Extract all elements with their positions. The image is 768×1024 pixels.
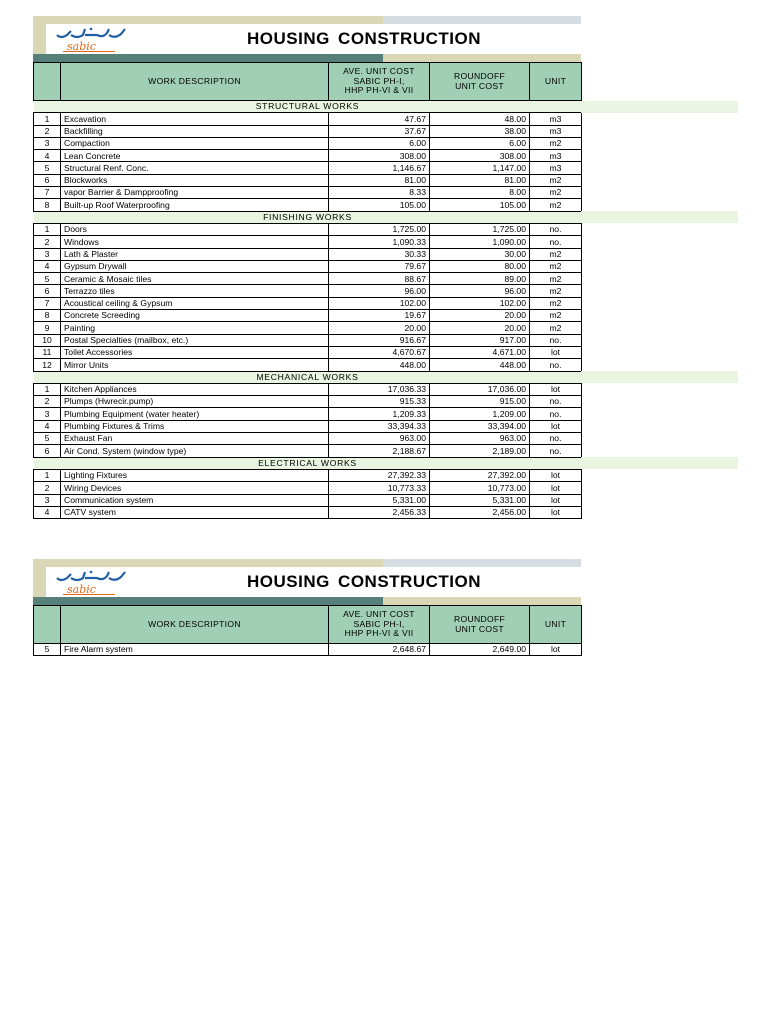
row-number: 1	[34, 223, 61, 235]
row-number: 8	[34, 310, 61, 322]
table-body	[34, 101, 582, 519]
table-row	[34, 482, 582, 494]
col-header-roundoff	[430, 606, 530, 644]
row-description: Gypsum Drywall	[61, 260, 329, 272]
table-row	[34, 322, 582, 334]
banner-stripe	[46, 16, 383, 24]
row-description: Kitchen Appliances	[61, 383, 329, 395]
row-ave-cost: 8.33	[329, 187, 430, 199]
row-number: 2	[34, 236, 61, 248]
row-unit: m3	[530, 113, 582, 125]
row-number: 12	[34, 359, 61, 371]
header-line: ROUNDOFF	[453, 613, 506, 624]
table-row	[34, 506, 582, 518]
table-row	[34, 433, 582, 445]
row-number: 7	[34, 187, 61, 199]
table-row	[34, 199, 582, 211]
table-row	[34, 408, 582, 420]
row-number: 10	[34, 334, 61, 346]
row-ave-cost: 6.00	[329, 137, 430, 149]
row-roundoff-cost: 20.00	[430, 310, 530, 322]
row-roundoff-cost: 10,773.00	[430, 482, 530, 494]
banner-stripe	[46, 597, 383, 605]
row-ave-cost: 1,209.33	[329, 408, 430, 420]
table-row	[34, 162, 582, 174]
row-unit: m2	[530, 322, 582, 334]
row-description: Plumps (Hwrecir.pump)	[61, 396, 329, 408]
row-number: 1	[34, 383, 61, 395]
row-unit: m2	[530, 248, 582, 260]
cost-table	[33, 62, 582, 519]
section-title: STRUCTURAL WORKS	[34, 101, 582, 113]
header-line: SABIC PH-I,	[353, 618, 405, 629]
row-ave-cost: 308.00	[329, 150, 430, 162]
row-description: Communication system	[61, 494, 329, 506]
table-body	[34, 644, 582, 656]
row-description: Structural Renf. Conc.	[61, 162, 329, 174]
row-number: 9	[34, 322, 61, 334]
row-roundoff-cost: 27,392.00	[430, 469, 530, 481]
row-roundoff-cost: 80.00	[430, 260, 530, 272]
row-unit: no.	[530, 236, 582, 248]
row-ave-cost: 19.67	[329, 310, 430, 322]
table-row	[34, 223, 582, 235]
row-description: Postal Specialties (mailbox, etc.)	[61, 334, 329, 346]
banner-stripe	[383, 559, 581, 567]
row-roundoff-cost: 30.00	[430, 248, 530, 260]
col-header-roundoff	[430, 63, 530, 101]
row-unit: m2	[530, 260, 582, 272]
row-unit: m2	[530, 273, 582, 285]
row-description: Lath & Plaster	[61, 248, 329, 260]
section-band-extension	[581, 457, 738, 469]
row-roundoff-cost: 1,090.00	[430, 236, 530, 248]
table-row	[34, 297, 582, 309]
row-roundoff-cost: 48.00	[430, 113, 530, 125]
svg-text:sabic: sabic	[67, 40, 96, 53]
row-description: Compaction	[61, 137, 329, 149]
row-unit: no.	[530, 408, 582, 420]
row-ave-cost: 2,456.33	[329, 506, 430, 518]
table-row	[34, 383, 582, 395]
row-unit: m2	[530, 285, 582, 297]
row-ave-cost: 105.00	[329, 199, 430, 211]
row-roundoff-cost: 1,209.00	[430, 408, 530, 420]
row-roundoff-cost: 2,456.00	[430, 506, 530, 518]
row-ave-cost: 20.00	[329, 322, 430, 334]
row-ave-cost: 10,773.33	[329, 482, 430, 494]
row-number: 5	[34, 433, 61, 445]
banner-stripe	[33, 16, 46, 54]
row-unit: no.	[530, 445, 582, 457]
row-description: Backfilling	[61, 125, 329, 137]
table-header-row	[34, 606, 582, 644]
row-ave-cost: 88.67	[329, 273, 430, 285]
row-roundoff-cost: 448.00	[430, 359, 530, 371]
col-header-ave-cost	[329, 606, 430, 644]
row-description: Windows	[61, 236, 329, 248]
sheet-block-1	[33, 16, 581, 519]
row-description: Air Cond. System (window type)	[61, 445, 329, 457]
section-title: MECHANICAL WORKS	[34, 371, 582, 383]
row-number: 6	[34, 445, 61, 457]
banner-stripe	[46, 54, 383, 62]
row-roundoff-cost: 308.00	[430, 150, 530, 162]
banner-stripe	[383, 54, 581, 62]
header-line: UNIT COST	[455, 80, 504, 91]
header-line: HHP PH-VI & VII	[344, 85, 414, 96]
title-banner	[33, 16, 581, 62]
header-line: HHP PH-VI & VII	[344, 628, 414, 639]
row-unit: lot	[530, 346, 582, 358]
row-number: 5	[34, 162, 61, 174]
table-row	[34, 236, 582, 248]
table-header-row	[34, 63, 582, 101]
table-row	[34, 150, 582, 162]
header-line: UNIT COST	[455, 623, 504, 634]
section-title: ELECTRICAL WORKS	[34, 457, 582, 469]
row-ave-cost: 2,648.67	[329, 644, 430, 656]
row-roundoff-cost: 38.00	[430, 125, 530, 137]
row-ave-cost: 79.67	[329, 260, 430, 272]
section-header-row	[34, 101, 582, 113]
row-roundoff-cost: 33,394.00	[430, 420, 530, 432]
row-ave-cost: 4,670.67	[329, 346, 430, 358]
row-number: 2	[34, 125, 61, 137]
row-number: 3	[34, 248, 61, 260]
sabic-logo	[51, 568, 129, 596]
header-line: AVE. UNIT COST	[343, 66, 415, 77]
table-row	[34, 334, 582, 346]
row-number: 11	[34, 346, 61, 358]
row-unit: m3	[530, 125, 582, 137]
row-roundoff-cost: 8.00	[430, 187, 530, 199]
title-banner	[33, 559, 581, 605]
row-unit: no.	[530, 223, 582, 235]
banner-stripe	[33, 559, 46, 597]
col-header-description: WORK DESCRIPTION	[61, 606, 329, 644]
row-description: Lighting Fixtures	[61, 469, 329, 481]
row-ave-cost: 5,331.00	[329, 494, 430, 506]
row-description: vapor Barrier & Dampproofing	[61, 187, 329, 199]
page-title: HOUSING CONSTRUCTION	[247, 572, 481, 591]
section-header-row	[34, 211, 582, 223]
row-unit: lot	[530, 420, 582, 432]
row-ave-cost: 915.33	[329, 396, 430, 408]
row-unit: lot	[530, 644, 582, 656]
table-row	[34, 469, 582, 481]
row-roundoff-cost: 89.00	[430, 273, 530, 285]
row-number: 3	[34, 137, 61, 149]
svg-text:sabic: sabic	[67, 583, 96, 596]
table-row	[34, 113, 582, 125]
col-header-description: WORK DESCRIPTION	[61, 63, 329, 101]
row-ave-cost: 2,188.67	[329, 445, 430, 457]
row-unit: m2	[530, 310, 582, 322]
row-description: Mirror Units	[61, 359, 329, 371]
col-header-ave-cost	[329, 63, 430, 101]
row-ave-cost: 963.00	[329, 433, 430, 445]
row-roundoff-cost: 4,671.00	[430, 346, 530, 358]
row-roundoff-cost: 20.00	[430, 322, 530, 334]
sheet-block-2	[33, 559, 581, 656]
row-number: 4	[34, 260, 61, 272]
row-description: Acoustical ceiling & Gypsum	[61, 297, 329, 309]
row-roundoff-cost: 105.00	[430, 199, 530, 211]
section-band-extension	[581, 211, 738, 223]
row-ave-cost: 30.33	[329, 248, 430, 260]
row-ave-cost: 916.67	[329, 334, 430, 346]
row-roundoff-cost: 102.00	[430, 297, 530, 309]
row-description: Lean Concrete	[61, 150, 329, 162]
row-roundoff-cost: 6.00	[430, 137, 530, 149]
row-roundoff-cost: 917.00	[430, 334, 530, 346]
sabic-logo	[51, 25, 129, 53]
row-ave-cost: 17,036.33	[329, 383, 430, 395]
row-description: Fire Alarm system	[61, 644, 329, 656]
row-roundoff-cost: 5,331.00	[430, 494, 530, 506]
page-title: HOUSING CONSTRUCTION	[247, 29, 481, 48]
cost-table	[33, 605, 582, 656]
row-description: Terrazzo tiles	[61, 285, 329, 297]
table-row	[34, 644, 582, 656]
row-number: 3	[34, 494, 61, 506]
row-description: Doors	[61, 223, 329, 235]
row-unit: lot	[530, 482, 582, 494]
row-unit: lot	[530, 469, 582, 481]
row-description: Plumbing Fixtures & Trims	[61, 420, 329, 432]
table-row	[34, 260, 582, 272]
section-band-extension	[581, 101, 738, 113]
row-number: 8	[34, 199, 61, 211]
table-row	[34, 420, 582, 432]
row-unit: m2	[530, 199, 582, 211]
row-number: 6	[34, 285, 61, 297]
row-number: 4	[34, 150, 61, 162]
row-number: 3	[34, 408, 61, 420]
row-unit: lot	[530, 494, 582, 506]
row-unit: m2	[530, 137, 582, 149]
banner-stripe	[383, 16, 581, 24]
col-header-no	[34, 63, 61, 101]
row-roundoff-cost: 2,189.00	[430, 445, 530, 457]
row-ave-cost: 96.00	[329, 285, 430, 297]
table-row	[34, 125, 582, 137]
row-roundoff-cost: 96.00	[430, 285, 530, 297]
row-ave-cost: 448.00	[329, 359, 430, 371]
row-unit: no.	[530, 359, 582, 371]
col-header-no	[34, 606, 61, 644]
row-description: Excavation	[61, 113, 329, 125]
row-number: 6	[34, 174, 61, 186]
row-ave-cost: 81.00	[329, 174, 430, 186]
header-line: SABIC PH-I,	[353, 75, 405, 86]
row-number: 7	[34, 297, 61, 309]
row-unit: no.	[530, 334, 582, 346]
row-number: 1	[34, 469, 61, 481]
table-row	[34, 445, 582, 457]
row-description: Plumbing Equipment (water heater)	[61, 408, 329, 420]
row-number: 5	[34, 644, 61, 656]
row-ave-cost: 27,392.33	[329, 469, 430, 481]
row-unit: m3	[530, 150, 582, 162]
row-roundoff-cost: 81.00	[430, 174, 530, 186]
row-unit: lot	[530, 506, 582, 518]
header-line: ROUNDOFF	[453, 70, 506, 81]
col-header-unit: UNIT	[530, 63, 582, 101]
row-ave-cost: 1,725.00	[329, 223, 430, 235]
section-band-extension	[581, 371, 738, 383]
banner-stripe	[46, 559, 383, 567]
table-row	[34, 285, 582, 297]
row-roundoff-cost: 915.00	[430, 396, 530, 408]
row-roundoff-cost: 1,147.00	[430, 162, 530, 174]
row-number: 5	[34, 273, 61, 285]
table-row	[34, 248, 582, 260]
row-number: 2	[34, 396, 61, 408]
row-ave-cost: 102.00	[329, 297, 430, 309]
table-row	[34, 359, 582, 371]
row-ave-cost: 37.67	[329, 125, 430, 137]
row-ave-cost: 1,146.67	[329, 162, 430, 174]
row-unit: no.	[530, 396, 582, 408]
row-roundoff-cost: 963.00	[430, 433, 530, 445]
row-unit: m2	[530, 297, 582, 309]
row-description: Exhaust Fan	[61, 433, 329, 445]
section-header-row	[34, 371, 582, 383]
row-number: 4	[34, 506, 61, 518]
table-row	[34, 137, 582, 149]
row-description: Blockworks	[61, 174, 329, 186]
section-title: FINISHING WORKS	[34, 211, 582, 223]
row-description: Built-up Roof Waterproofing	[61, 199, 329, 211]
banner-stripe	[383, 597, 581, 605]
row-unit: no.	[530, 433, 582, 445]
row-unit: m3	[530, 162, 582, 174]
col-header-unit: UNIT	[530, 606, 582, 644]
row-description: Wiring Devices	[61, 482, 329, 494]
row-number: 4	[34, 420, 61, 432]
row-roundoff-cost: 1,725.00	[430, 223, 530, 235]
row-description: Ceramic & Mosaic tiles	[61, 273, 329, 285]
row-number: 1	[34, 113, 61, 125]
row-description: CATV system	[61, 506, 329, 518]
banner-stripe	[33, 597, 46, 605]
row-description: Concrete Screeding	[61, 310, 329, 322]
table-row	[34, 310, 582, 322]
table-row	[34, 396, 582, 408]
table-row	[34, 494, 582, 506]
section-header-row	[34, 457, 582, 469]
row-roundoff-cost: 17,036.00	[430, 383, 530, 395]
row-description: Toilet Accessories	[61, 346, 329, 358]
row-ave-cost: 33,394.33	[329, 420, 430, 432]
table-row	[34, 273, 582, 285]
row-unit: lot	[530, 383, 582, 395]
table-row	[34, 346, 582, 358]
table-row	[34, 187, 582, 199]
row-ave-cost: 47.67	[329, 113, 430, 125]
header-line: AVE. UNIT COST	[343, 609, 415, 620]
row-description: Painting	[61, 322, 329, 334]
row-number: 2	[34, 482, 61, 494]
row-roundoff-cost: 2,649.00	[430, 644, 530, 656]
row-ave-cost: 1,090.33	[329, 236, 430, 248]
row-unit: m2	[530, 187, 582, 199]
table-row	[34, 174, 582, 186]
row-unit: m2	[530, 174, 582, 186]
banner-stripe	[33, 54, 46, 62]
